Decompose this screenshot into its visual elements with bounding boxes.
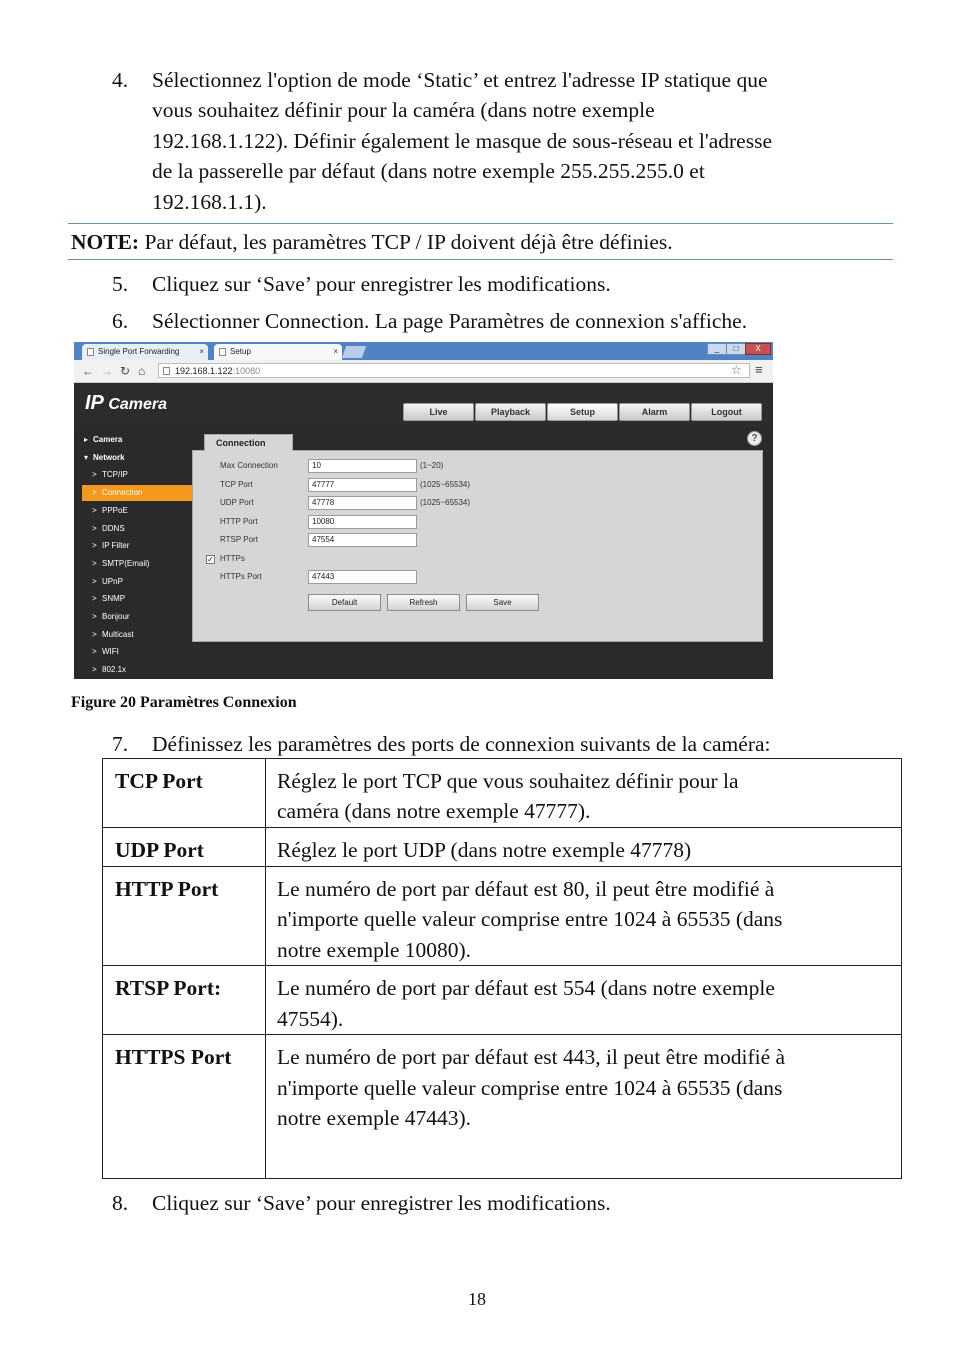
https-port-input[interactable]: 47443: [308, 570, 417, 584]
home-icon[interactable]: ⌂: [138, 364, 146, 378]
ip-camera-logo: [85, 392, 167, 415]
tab-label: Single Port Forwarding: [98, 347, 180, 356]
reload-icon[interactable]: ↻: [120, 364, 131, 378]
table-row: [103, 828, 902, 867]
max-connection-hint: (1~20): [420, 461, 444, 470]
port-description: Réglez le port UDP (dans notre exemple 47778): [266, 828, 902, 867]
chevron-right-icon: >: [92, 488, 97, 498]
port-name: HTTP Port: [103, 867, 266, 966]
forward-arrow-icon[interactable]: →: [101, 364, 113, 378]
udp-port-hint: (1025~65534): [420, 498, 471, 507]
step-number: 8.: [112, 1191, 129, 1215]
tab-connection[interactable]: Connection: [204, 434, 293, 451]
refresh-button[interactable]: Refresh: [387, 594, 460, 611]
note: [71, 228, 673, 256]
max-connection-label: Max Connection: [220, 461, 278, 470]
url-input[interactable]: [158, 363, 750, 378]
back-arrow-icon[interactable]: ←: [82, 364, 94, 378]
table-row: [103, 1035, 902, 1179]
step-4: [112, 65, 892, 217]
https-checkbox[interactable]: ✓: [207, 555, 214, 564]
step-line: Sélectionnez l'option de mode ‘Static’ et entrez l'adresse IP statique que: [152, 68, 768, 92]
step-6: [112, 306, 892, 337]
chevron-right-icon: >: [92, 505, 97, 515]
udp-port-input[interactable]: 47778: [308, 496, 417, 510]
port-description: Réglez le port TCP que vous souhaitez définir pour la caméra (dans notre exemple 47777).: [266, 759, 902, 828]
step-line: vous souhaitez définir pour la caméra (dans notre exemple: [152, 98, 655, 123]
minimize-button[interactable]: _: [707, 343, 727, 355]
connection-panel: [192, 450, 763, 642]
sidebar-item-connection[interactable]: > Connection: [82, 485, 192, 501]
sidebar-item-ddns[interactable]: > DDNS: [82, 521, 192, 537]
sidebar-item-multicast[interactable]: > Multicast: [82, 627, 192, 643]
nav-alarm-button[interactable]: Alarm: [619, 403, 690, 421]
chevron-right-icon: >: [92, 470, 97, 480]
note-rule-bottom: [68, 259, 893, 260]
http-port-input[interactable]: 10080: [308, 515, 417, 529]
rtsp-port-label: RTSP Port: [220, 535, 258, 544]
page-number: 18: [468, 1289, 486, 1309]
port-name: TCP Port: [103, 759, 266, 828]
step-7: [112, 729, 892, 760]
step-number: 4.: [112, 68, 129, 92]
address-bar: [74, 360, 773, 383]
close-window-button[interactable]: X: [745, 343, 771, 355]
figure-caption: Figure 20 Paramètres Connexion: [71, 694, 297, 711]
url-host: 192.168.1.122: [175, 366, 233, 376]
chevron-right-icon: >: [92, 629, 97, 639]
sidebar-item-upnp[interactable]: > UPnP: [82, 574, 192, 590]
help-icon[interactable]: ?: [747, 431, 762, 446]
url-port: :10080: [232, 366, 261, 376]
port-name: RTSP Port:: [103, 966, 266, 1035]
step-number: 6.: [112, 309, 129, 333]
port-settings-table: [102, 758, 902, 1179]
nav-playback-button[interactable]: Playback: [475, 403, 546, 421]
chevron-right-icon: >: [92, 541, 97, 551]
table-row: [103, 966, 902, 1035]
sidebar-item-wifi[interactable]: > WIFI: [82, 644, 192, 660]
sidebar-item-bonjour[interactable]: > Bonjour: [82, 609, 192, 625]
browser-tab-setup[interactable]: [214, 344, 342, 360]
nav-logout-button[interactable]: Logout: [691, 403, 762, 421]
step-8: [112, 1188, 892, 1219]
sidebar-item-camera[interactable]: ▸ Camera: [82, 432, 192, 448]
step-text: Cliquez sur ‘Save’ pour enregistrer les modifications.: [152, 272, 611, 296]
note-label: NOTE:: [71, 230, 140, 254]
https-label: HTTPs: [220, 554, 245, 563]
chevron-right-icon: >: [92, 558, 97, 568]
page-icon: [219, 348, 226, 356]
rtsp-port-input[interactable]: 47554: [308, 533, 417, 547]
https-port-label: HTTPs Port: [220, 572, 262, 581]
default-button[interactable]: Default: [308, 594, 381, 611]
sidebar-item-8021x[interactable]: > 802.1x: [82, 662, 192, 678]
chevron-right-icon: >: [92, 523, 97, 533]
sidebar-item-snmp[interactable]: > SNMP: [82, 591, 192, 607]
sidebar-item-ip-filter[interactable]: > IP Filter: [82, 538, 192, 554]
step-text: Définissez les paramètres des ports de connexion suivants de la caméra:: [152, 732, 771, 756]
nav-live-button[interactable]: Live: [403, 403, 474, 421]
step-text: Sélectionner Connection. La page Paramètres de connexion s'affiche.: [152, 309, 748, 333]
http-port-label: HTTP Port: [220, 517, 258, 526]
chevron-right-icon: >: [92, 665, 97, 675]
port-name: UDP Port: [103, 828, 266, 867]
note-text: Par défaut, les paramètres TCP / IP doivent déjà être définies.: [139, 230, 673, 254]
chevron-right-icon: >: [92, 576, 97, 586]
port-description: Le numéro de port par défaut est 80, il peut être modifié à n'importe quelle valeur comprise entre 1024 à 65535 (dans notre exemple 10080).: [266, 867, 902, 966]
tcp-port-label: TCP Port: [220, 480, 253, 489]
step-number: 5.: [112, 272, 129, 296]
browser-tab-single-port-forwarding[interactable]: [82, 344, 208, 360]
chevron-right-icon: ▸: [84, 435, 89, 444]
tcp-port-input[interactable]: 47777: [308, 478, 417, 492]
max-connection-input[interactable]: 10: [308, 459, 417, 473]
sidebar-item-pppoe[interactable]: > PPPoE: [82, 503, 192, 519]
step-line: 192.168.1.1).: [152, 189, 267, 214]
tab-label: Setup: [230, 347, 251, 356]
step-5: [112, 269, 892, 300]
sidebar-item-tcpip[interactable]: > TCP/IP: [82, 467, 192, 483]
udp-port-label: UDP Port: [220, 498, 254, 507]
step-line: 192.168.1.122). Définir également le masque de sous-réseau et l'adresse: [152, 128, 773, 153]
sidebar-item-network[interactable]: ▾ Network: [82, 450, 192, 466]
maximize-button[interactable]: □: [726, 343, 746, 355]
logo-ip: IP: [85, 392, 104, 414]
step-number: 7.: [112, 732, 129, 756]
nav-setup-button[interactable]: Setup: [547, 403, 618, 421]
tcp-port-hint: (1025~65534): [420, 480, 471, 489]
table-row: [103, 759, 902, 828]
save-button[interactable]: Save: [466, 594, 539, 611]
port-description: Le numéro de port par défaut est 554 (dans notre exemple 47554).: [266, 966, 902, 1035]
chevron-down-icon: ▾: [84, 452, 89, 462]
logo-camera: Camera: [103, 396, 168, 413]
chevron-right-icon: >: [92, 594, 97, 604]
port-name: HTTPS Port: [103, 1035, 266, 1179]
note-rule-top: [68, 223, 893, 224]
bookmark-star-icon[interactable]: ☆: [731, 363, 742, 377]
page-icon: [163, 367, 170, 375]
page-icon: [87, 348, 94, 356]
menu-icon[interactable]: ≡: [755, 362, 763, 377]
step-text: Cliquez sur ‘Save’ pour enregistrer les modifications.: [152, 1191, 611, 1215]
table-row: [103, 867, 902, 966]
step-line: de la passerelle par défaut (dans notre exemple 255.255.255.0 et: [152, 159, 705, 184]
screenshot-figure: [74, 342, 773, 679]
port-description: Le numéro de port par défaut est 443, il peut être modifié à n'importe quelle valeur comprise entre 1024 à 65535 (dans notre exemple 47443).: [266, 1035, 902, 1179]
sidebar-item-smtp[interactable]: > SMTP(Email): [82, 556, 192, 572]
chevron-right-icon: >: [92, 647, 97, 657]
chevron-right-icon: >: [92, 612, 97, 621]
close-icon[interactable]: ×: [199, 347, 204, 356]
close-icon[interactable]: ×: [333, 347, 338, 356]
